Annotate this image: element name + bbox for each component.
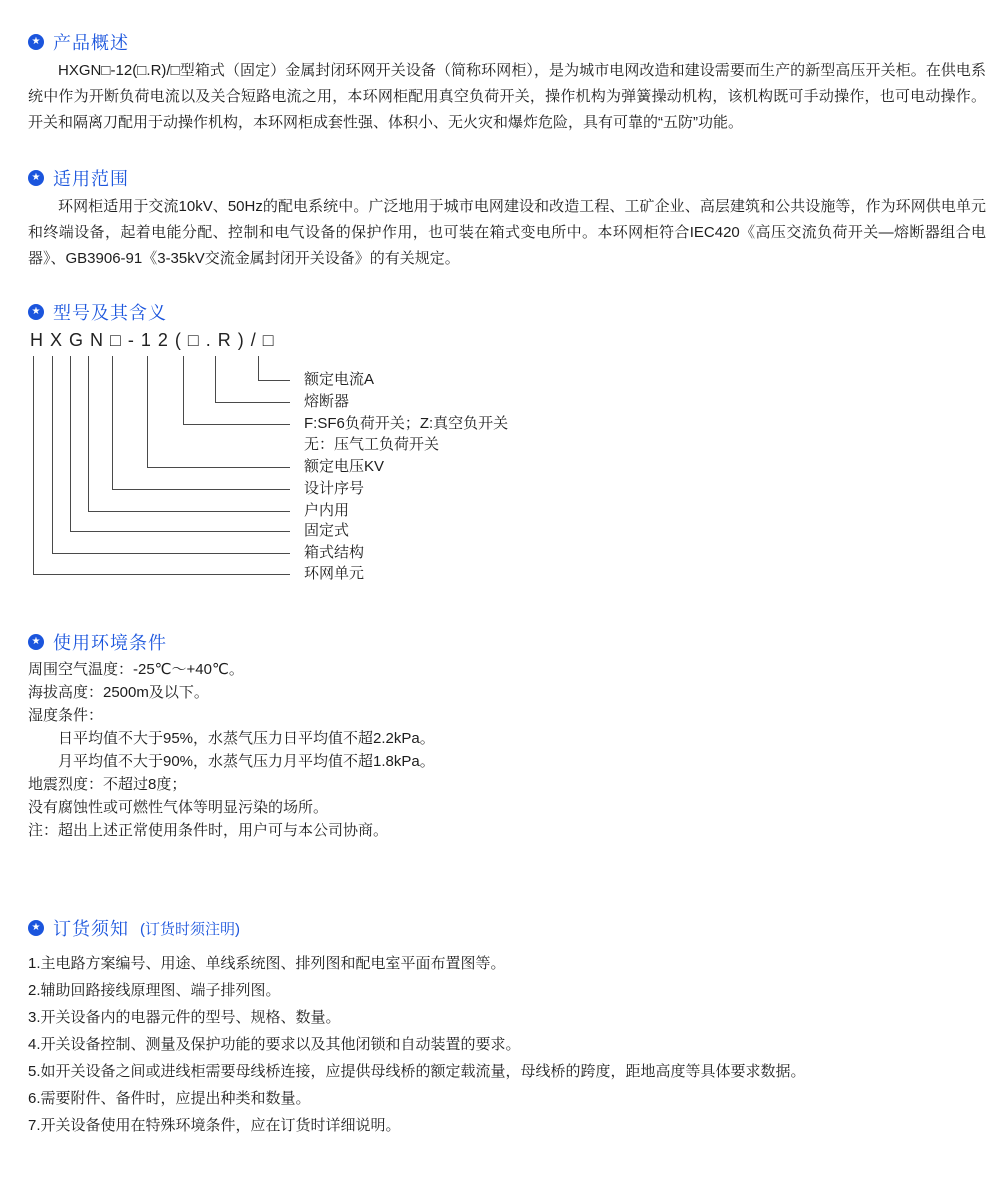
section-subtitle-ordering: (订货时须注明) [140,920,240,938]
section-heading-environment [28,630,986,654]
model-connector-line [258,380,290,381]
model-connector-line [147,356,148,467]
model-connector-line [33,574,290,575]
env-line: 没有腐蚀性或可燃性气体等明显污染的场所。 [28,799,329,816]
env-line: 地震烈度：不超过8度； [28,776,187,793]
env-line: 湿度条件： [28,707,104,724]
model-connector-line [52,356,53,553]
ordering-notes-list [28,950,986,1139]
env-line: 海拔高度：2500m及以下。 [28,684,209,701]
section-title-model: 型号及其含义 [53,303,167,323]
section-title-overview: 产品概述 [53,33,129,53]
model-label: 额定电压KV [304,458,385,475]
model-connector-line [147,467,290,468]
model-label: 设计序号 [304,480,365,497]
ordering-note: 6.需要附件、备件时，应提出种类和数量。 [28,1090,311,1107]
section-title-ordering: 订货须知 [53,919,129,939]
environment-conditions [28,658,986,842]
scope-paragraph: 环网柜适用于交流10kV、50Hz的配电系统中。广泛地用于城市电网建设和改造工程、工矿企业、高层建筑和公共设施等，作为环网供电单元和终端设备，起着电能分配、控制和电气设备的保护作用，也可装在箱式变电所中。本环网柜符合IEC420《高压交流负荷开关—熔断器组合电器》、GB3906-91《3-35kV交流金属封闭开关设备》的有关规定。 [28,198,986,267]
model-designation-diagram [28,330,986,588]
env-line: 月平均值不大于90%，水蒸气压力月平均值不超1.8kPa。 [58,753,435,770]
ordering-note: 2.辅助回路接线原理图、端子排列图。 [28,982,281,999]
model-label: F:SF6负荷开关；Z:真空负开关 [304,415,509,432]
model-connector-line [215,356,216,402]
star-icon: ★ [28,34,44,50]
model-connector-line [258,356,259,380]
model-connector-line [70,531,290,532]
model-label: 额定电流A [304,371,375,388]
model-connector-line [183,424,290,425]
model-connector-line [112,356,113,489]
model-label: 箱式结构 [304,544,365,561]
model-label: 无：压气工负荷开关 [304,436,440,453]
section-heading-overview [28,30,986,54]
model-label: 环网单元 [304,565,365,582]
section-heading-scope [28,166,986,190]
ordering-note: 3.开关设备内的电器元件的型号、规格、数量。 [28,1009,341,1026]
section-title-scope: 适用范围 [53,169,129,189]
env-line: 日平均值不大于95%，水蒸气压力日平均值不超2.2kPa。 [58,730,435,747]
model-connector-line [52,553,290,554]
ordering-note: 5.如开关设备之间或进线柜需要母线桥连接，应提供母线桥的额定载流量，母线桥的跨度，距地高度等具体要求数据。 [28,1063,806,1080]
model-connector-line [112,489,290,490]
env-line: 周围空气温度：-25℃～+40℃。 [28,661,244,678]
model-connector-line [88,356,89,511]
star-icon: ★ [28,920,44,936]
model-connector-line [183,356,184,424]
section-title-environment: 使用环境条件 [53,633,167,653]
model-connector-line [33,356,34,574]
section-heading-ordering [28,916,986,940]
ordering-note: 4.开关设备控制、测量及保护功能的要求以及其他闭锁和自动装置的要求。 [28,1036,521,1053]
env-line: 注：超出上述正常使用条件时，用户可与本公司协商。 [28,822,389,839]
overview-paragraph: HXGN□-12(□.R)/□型箱式（固定）金属封闭环网开关设备（简称环网柜），是为城市电网改造和建设需要而生产的新型高压开关柜。在供电系统中作为开断负荷电流以及关合短路电流之用，本环网柜配用真空负荷开关，操作机构为弹簧操动机构，该机构既可手动操作，也可电动操作。开关和隔离刀配用于动操作机构，本环网柜成套性强、体积小、无火灾和爆炸危险，具有可靠的“五防”功能。 [28,62,986,131]
model-connector-line [215,402,290,403]
star-icon: ★ [28,634,44,650]
model-connector-line [88,511,290,512]
section-heading-model [28,300,986,324]
star-icon: ★ [28,304,44,320]
ordering-note: 1.主电路方案编号、用途、单线系统图、排列图和配电室平面布置图等。 [28,955,506,972]
model-code: HXGN□-12(□.R)/□ [30,330,281,350]
model-connector-line [70,356,71,531]
star-icon: ★ [28,170,44,186]
ordering-note: 7.开关设备使用在特殊环境条件，应在订货时详细说明。 [28,1117,401,1134]
model-label: 固定式 [304,522,350,539]
model-label: 户内用 [304,502,350,519]
model-label: 熔断器 [304,393,350,410]
